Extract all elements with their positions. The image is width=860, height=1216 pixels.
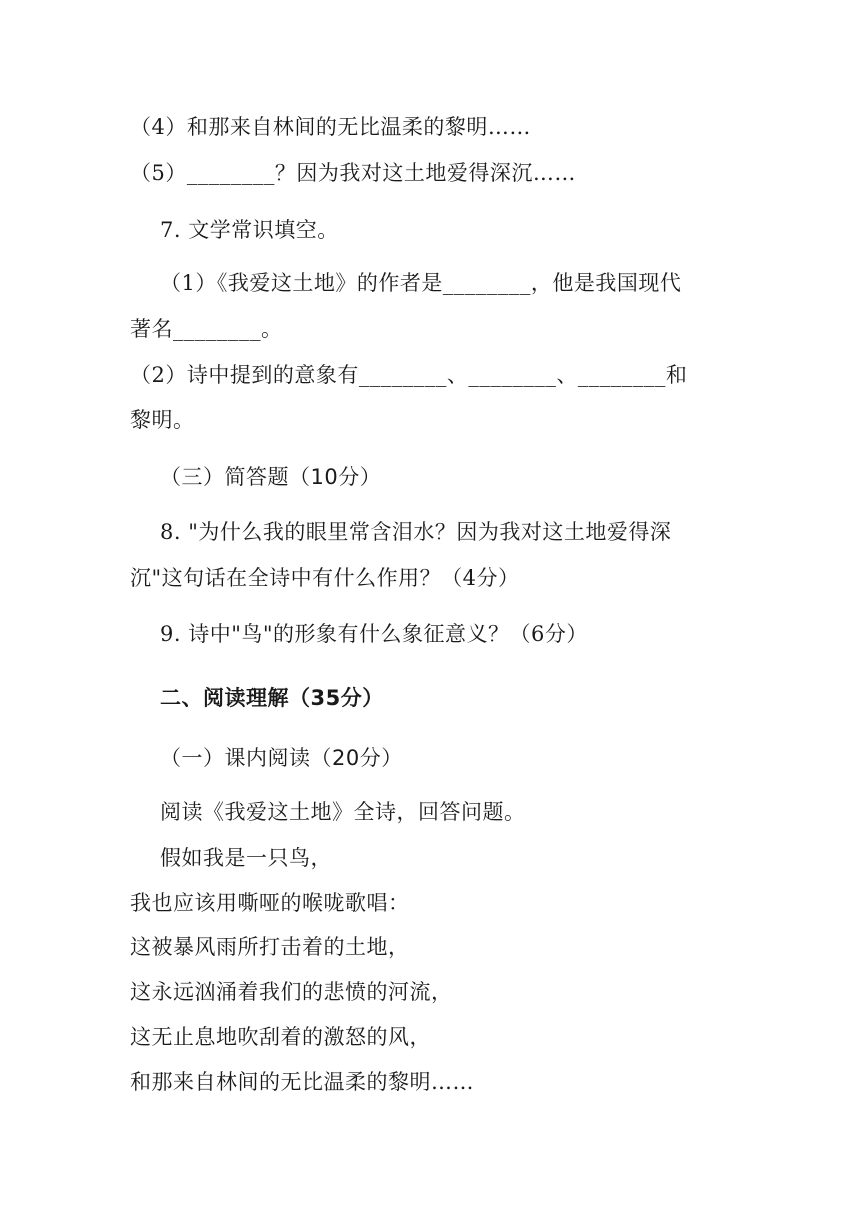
poem-line-4: 这永远汹涌着我们的悲愤的河流， xyxy=(130,980,453,1004)
poem-line-6: 和那来自林间的无比温柔的黎明…… xyxy=(130,1070,474,1094)
question-8-text: 8. "为什么我的眼里常含泪水？因为我对这土地爱得深 xyxy=(160,520,672,544)
question-6-item-4: （4）和那来自林间的无比温柔的黎明…… xyxy=(130,115,531,139)
poem-line-1: 假如我是一只鸟， xyxy=(160,846,332,870)
reading-instruction: 阅读《我爱这土地》全诗，回答问题。 xyxy=(160,800,526,824)
question-9-text: 9. 诗中"鸟"的形象有什么象征意义？（6分） xyxy=(160,622,588,646)
question-7-item-1-continued: 著名________。 xyxy=(130,317,283,341)
poem-line-5: 这无止息地吹刮着的激怒的风， xyxy=(130,1025,431,1049)
poem-line-3: 这被暴风雨所打击着的土地， xyxy=(130,935,410,959)
section-reading-heading: 二、阅读理解（35分） xyxy=(160,686,384,710)
question-7-item-1: （1）《我爱这土地》的作者是________，他是我国现代 xyxy=(160,271,682,295)
question-7-item-2-continued: 黎明。 xyxy=(130,408,195,432)
question-7-item-2: （2）诗中提到的意象有________、________、________和 xyxy=(130,363,688,387)
section-short-answer-heading: （三）简答题（10分） xyxy=(160,465,382,489)
question-6-item-5: （5）________？因为我对这土地爱得深沉…… xyxy=(130,161,576,185)
poem-line-2: 我也应该用嘶哑的喉咙歌唱： xyxy=(130,891,410,915)
question-7-title: 7. 文学常识填空。 xyxy=(160,218,339,242)
subsection-in-class-reading-heading: （一）课内阅读（20分） xyxy=(160,746,403,770)
question-8-text-continued: 沉"这句话在全诗中有什么作用？（4分） xyxy=(130,566,520,590)
